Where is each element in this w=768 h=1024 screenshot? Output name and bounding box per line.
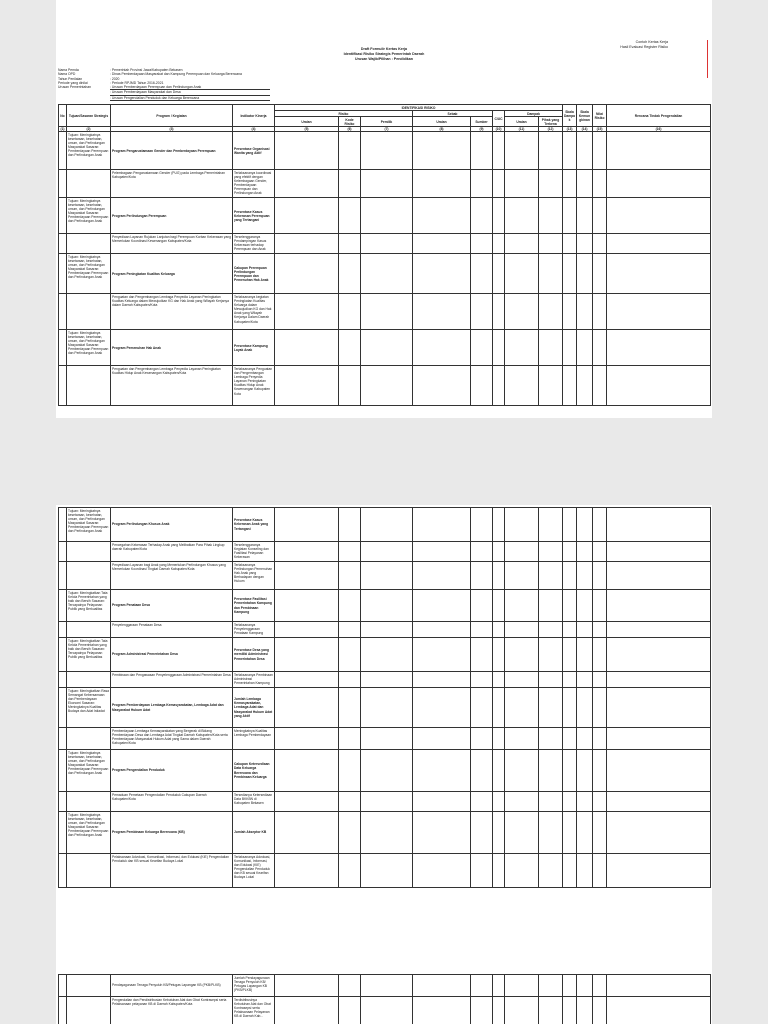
tujuan-cell: Tujuan: Meningkatnya kesetaraan, kesehatan, umum, dan Perlindungan Masyarakat Sasaran: Pemberdayaan Perempuan dan Perlindungan Anak (67, 750, 111, 792)
indikator-cell: Persentase Fasilitasi Pemerintahan Kampung dan Pembinaan Kampung (233, 590, 275, 622)
program-cell: Program Pemenuhan Hak Anak (111, 330, 233, 366)
tujuan-cell: Tujuan: Meningkatnya kesetaraan, kesehatan, umum, dan Perlindungan Masyarakat Sasaran: Pemberdayaan Perempuan dan Perlindungan Anak (67, 812, 111, 854)
indikator-cell: Persentase Kasus Kekerasan Anak yang Tertangani (233, 508, 275, 542)
kode-risiko-header: Kode Risiko (339, 117, 361, 127)
indikator-kegiatan-cell: Terdistribusinya Kebutuhan Alat dan Obat Kontrasepsi serta Pelaksanaan Pelayanan KB di Daerah Kab... (233, 997, 275, 1024)
table-row (59, 254, 711, 294)
pihak-header: Pihak yang Terkena (539, 117, 563, 127)
kegiatan-cell: Penguatan dan Pengembangan Lembaga Penyedia Layanan Peningkatan Kualitas Hidup Anak Kewenangan Kabupaten/Kota (111, 366, 233, 406)
table-row (59, 792, 711, 812)
tujuan-cell: Tujuan: Meningkatnya kesetaraan, kesehatan, umum, dan Perlindungan Masyarakat Sasaran: Pemberdayaan Perempuan dan Perlindungan Anak (67, 330, 111, 366)
dampak-header: Dampak (505, 111, 563, 117)
col-number: (2) (67, 127, 111, 132)
indikator-cell: Persentase Desa yang memiliki Administrasi Pemerintahan Desa (233, 638, 275, 672)
indikator-kegiatan-cell: Terselenggaranya Pendampingan Kasus Kekerasan terhadap Perempuan dan Anak (233, 234, 275, 254)
col-program-header: Program / Kegiatan (111, 105, 233, 127)
document-page-2 (56, 505, 712, 989)
table-row (59, 330, 711, 366)
sebab-header: Sebab (413, 111, 493, 117)
col-number: (14) (577, 127, 593, 132)
meta-key: Periode yang dinilai (58, 80, 88, 85)
table-row (59, 562, 711, 590)
table-row (59, 975, 711, 997)
indikator-kegiatan-cell: Terlaksananya Pembinaan Administrasi Pemerintahan Kampung (233, 672, 275, 688)
table-row (59, 812, 711, 854)
kegiatan-cell: Pelaksanaan Advokasi, Komunikasi, Informasi, dan Edukasi (KIE) Pengendalian Penduduk dan KB sesuai Kearifan Budaya Lokal (111, 854, 233, 888)
program-cell: Program Pengendalian Penduduk (111, 750, 233, 792)
title-line-2: Identifikasi Risiko Strategis Pemerintah Daerah (343, 51, 425, 56)
table-row (59, 590, 711, 622)
indikator-cell: Persentase Kasus Kekerasan Perempuan yang Tertangani (233, 198, 275, 234)
tujuan-cell: Tujuan: Meningkatkan Tata Kelola Pemerintahan yang baik dan Bersih Sasaran: Tercapainya Pelayanan Publik yang Berkualitas (67, 590, 111, 622)
col-number: (3) (111, 127, 233, 132)
meta-value: : Pemerintah Provinsi Jawa/Kabupaten Bekasen (110, 68, 183, 72)
program-cell: Program Pembinaan Keluarga Berencana (KB) (111, 812, 233, 854)
col-number: (12) (539, 127, 563, 132)
col-number: (15) (593, 127, 607, 132)
risk-table-page-2 (58, 507, 711, 888)
col-rencana-header: Rencana Tindak Pengendalian (607, 105, 711, 127)
meta-key: Nama OPD (58, 72, 76, 77)
kegiatan-cell: Pengendalian dan Pendistribusian Kebutuhan Alat dan Obat Kontrasepsi serta Pelaksanaan pelayanan KB di Daerah Kabupaten/Kota (111, 997, 233, 1024)
title-line-1: Draft Formulir Kertas Kerja (360, 47, 408, 51)
indikator-cell: Jumlah Akseptor KB (233, 812, 275, 854)
program-cell: Program Penataan Desa (111, 590, 233, 622)
meta-value: : Dinas Pemberdayaan Masyarakat dan Kampung Perempuan dan Keluarga Berencana (110, 72, 242, 77)
indikator-cell: Cakupan Ketersediaan Data Keluarga Berencana dan Pembinaan Keluarga (233, 750, 275, 792)
col-number: (7) (361, 127, 413, 132)
tujuan-cell: Tujuan: Meningkatkan Rasa Semangat Kebersamaan dan Pemberdayaan Ekonomi Sasaran: Meningkatnya Kualitas Budaya dan Adat Istiadat (67, 688, 111, 728)
meta-key: Nama Pemda (58, 68, 79, 72)
meta-key: Tahun Penilaian (58, 76, 83, 81)
tujuan-cell: Tujuan: Meningkatnya kesetaraan, kesehatan, umum, dan Perlindungan Masyarakat Sasaran: Pemberdayaan Perempuan dan Perlindungan Anak (67, 132, 111, 170)
kegiatan-cell: Pendayagunaan Tenaga Penyuluh KB/Petugas Lapangan KB (PKB/PLKB) (111, 975, 233, 997)
indikator-cell: Cakupan Perempuan Perlindungan Perempuan dan Pemenuhan Hak Anak (233, 254, 275, 294)
kegiatan-cell: Penyediaan Layanan Rujukan Lanjutan bagi Perempuan Korban Kekerasan yang Memerlukan Koordinasi Kewenangan Kabupaten/Kota (111, 234, 233, 254)
risk-table-page-3 (58, 974, 711, 1024)
indikator-cell: Jumlah Lembaga Kemasyarakatan, Lembaga Adat dan Masyarakat Hukum Adat yang Aktif (233, 688, 275, 728)
program-cell: Program Perlindungan Perempuan (111, 198, 233, 234)
kegiatan-cell: Penguatan dan Pengembangan Lembaga Penyedia Layanan Peningkatan Kualitas Keluarga dalam Mewujudkan KG dan Hak Anak yang Wilayah Kerjanya dalam Daerah Kabupaten/Kota (111, 294, 233, 330)
title-line-3: Urusan Wajib/Pilihan : Pendidikan (355, 56, 413, 61)
table-row (59, 170, 711, 198)
risiko-header: Risiko (275, 111, 413, 117)
kegiatan-cell: Pembinaan dan Pengawasan Penyelenggaraan Administrasi Pemerintahan Desa (111, 672, 233, 688)
col-number: (5) (275, 127, 339, 132)
tujuan-cell: Tujuan: Meningkatkan Tata Kelola Pemerintahan yang baik dan Bersih Sasaran: Tercapainya Pelayanan Publik yang Berkualitas (67, 638, 111, 672)
table-row (59, 508, 711, 542)
dampak-uraian-header: Uraian (505, 117, 539, 127)
col-number: (16) (607, 127, 711, 132)
col-number: (10) (493, 127, 505, 132)
indikator-kegiatan-cell: Terlaksananya kegiatan Peningkatan Kualitas Keluarga dalam Mewujudkan KG dan Hak Anak yang Wilayah Kerjanya Dalam Daerah Kabupaten/Kota (233, 294, 275, 330)
tujuan-cell: Tujuan: Meningkatnya kesetaraan, kesehatan, umum, dan Perlindungan Masyarakat Sasaran: Pemberdayaan Perempuan dan Perlindungan Anak (67, 254, 111, 294)
document-title (56, 47, 712, 61)
meta-value: : 2020 (110, 76, 120, 81)
document-page-1 (56, 0, 712, 418)
program-cell: Program Pemberdayaan Lembaga Kemasyarakatan, Lembaga Adat dan Masyarakat Hukum Adat (111, 688, 233, 728)
table-row (59, 366, 711, 406)
kegiatan-cell: Penyelenggaraan Penataan Desa (111, 622, 233, 638)
program-cell: Program Administrasi Pemerintahan Desa (111, 638, 233, 672)
meta-value: : Periode RPJMD Tahun 2016-2021 (110, 80, 164, 85)
col-number: (13) (563, 127, 577, 132)
indikator-kegiatan-cell: Meningkatnya Kualitas Lembaga Pemberdayaan (233, 728, 275, 750)
indikator-kegiatan-cell: Terlaksananya Penguatan dan Pengembangan Lembaga Penyedia Layanan Peningkatan Kualitas Hidup Anak Kewenangan Kabupaten Kota (233, 366, 275, 406)
program-cell: Program Peningkatan Kualitas Keluarga (111, 254, 233, 294)
col-number: (8) (413, 127, 471, 132)
table-row (59, 688, 711, 728)
identifikasi-risiko-header: IDENTIFIKASI RISIKO (275, 105, 563, 111)
meta-value: : Urusan Pengendalian Penduduk dan Keluarga Berencana (110, 96, 270, 101)
kegiatan-cell: Pemaduan Pemetaan Pengendalian Penduduk Cakupan Daerah Kabupaten/Kota (111, 792, 233, 812)
header-right-line-1: Contoh Kertas Kerja (635, 40, 668, 44)
col-number: (11) (505, 127, 539, 132)
table-row (59, 854, 711, 888)
indikator-kegiatan-cell: Tersedianya Ketersediaan Data BKKBN di Kabupaten Bekasen (233, 792, 275, 812)
risiko-uraian-header: Uraian (275, 117, 339, 127)
table-row (59, 294, 711, 330)
kegiatan-cell: Penyediaan Layanan bagi Anak yang Memerlukan Perlindungan Khusus yang Memerlukan Koordinasi Tingkat Daerah Kabupaten/Kota (111, 562, 233, 590)
table-row (59, 234, 711, 254)
table-row (59, 750, 711, 792)
kegiatan-cell: Pelembagaan Pengarustamaan Gender (PUG) pada Lembaga Pemerintahan Kabupaten/Kota (111, 170, 233, 198)
program-cell: Program Perlindungan Khusus Anak (111, 508, 233, 542)
table-row (59, 728, 711, 750)
table-row (59, 198, 711, 234)
document-meta (58, 68, 270, 101)
indikator-kegiatan-cell: Terlaksananya Penyelenggaraan Penataan Kampung (233, 622, 275, 638)
indikator-kegiatan-cell: Terselenggaranya Kegiatan Konseling dan Fasilitasi Pelayanan Kekerasan (233, 542, 275, 562)
indikator-cell: Persentase Organisasi Wanita yang Aktif (233, 132, 275, 170)
table-row (59, 622, 711, 638)
col-number: (6) (339, 127, 361, 132)
sumber-header: Sumber (471, 117, 493, 127)
col-nilai-risiko-header: Nilai Risiko (593, 105, 607, 127)
table-row (59, 638, 711, 672)
indikator-kegiatan-cell: Terlaksananya Advokasi, Komunikasi, Informasi, dan Edukasi (KIE) Pengendalian Penduduk dan KB sesuai Kearifan Budaya Lokal (233, 854, 275, 888)
kegiatan-cell: Pemberdayaan Lembaga Kemasyarakatan yang Bergerak di Bidang Pemberdayaan Desa dan Lembaga Adat Tingkat Daerah Kabupaten/Kota serta Pemberdayaan Masyarakat Hukum Adat yang Sama dalam Daerah Kabupaten/Kota (111, 728, 233, 750)
tujuan-cell: Tujuan: Meningkatnya kesetaraan, kesehatan, umum, dan Perlindungan Masyarakat Sasaran: Pemberdayaan Perempuan dan Perlindungan Anak (67, 198, 111, 234)
meta-value: : Urusan Pemberdayaan Masyarakat dan Desa (110, 90, 270, 95)
col-skala-dampak-header: Skala Dampak (563, 105, 577, 127)
meta-value: : Urusan Pemberdayaan Perempuan dan Perlindungan Anak (110, 85, 270, 90)
tujuan-cell: Tujuan: Meningkatnya kesetaraan, kesehatan, umum, dan Perlindungan Masyarakat Sasaran: Pemberdayaan Perempuan dan Perlindungan Anak (67, 508, 111, 542)
col-number: (9) (471, 127, 493, 132)
document-page-3 (56, 972, 712, 1024)
col-skala-kemungkinan-header: Skala Kemungkinan (577, 105, 593, 127)
header-right-line-2: Hasil Evaluasi Register Risiko (620, 45, 668, 49)
indikator-kegiatan-cell: Terlaksananya Perlindungan Pemenuhan Hak Anak yang Berhadapan dengan Hukum (233, 562, 275, 590)
meta-key: Urusan Pemerintahan (58, 85, 91, 90)
indikator-cell: Persentase Kampung Layak Anak (233, 330, 275, 366)
col-no-header: No (59, 105, 67, 127)
table-row (59, 997, 711, 1024)
indikator-kegiatan-cell: Jumlah Pendayagunaan Tenaga Penyuluh KB/ Petugas Lapangan KB (PKB/PLKB) (233, 975, 275, 997)
indikator-kegiatan-cell: Terlaksananya koordinasi yang efektif dengan Kelembagaan Gender, Pemberdayaan Perempuan dan Perlindungan Anak (233, 170, 275, 198)
program-cell: Program Pengarustamaan Gender dan Pemberdayaan Perempuan (111, 132, 233, 170)
kegiatan-cell: Pencegahan Kekerasan Terhadap Anak yang Melibatkan Para Pihak Lingkup daerah Kabupaten/Kota (111, 542, 233, 562)
col-number: (1) (60, 127, 65, 132)
sebab-uraian-header: Uraian (413, 117, 471, 127)
meta-key (58, 96, 110, 101)
risk-table-page-1 (58, 104, 711, 406)
table-row (59, 132, 711, 170)
table-row (59, 672, 711, 688)
col-tujuan-header: Tujuan/Sasaran Strategis (67, 105, 111, 127)
col-number: (4) (233, 127, 275, 132)
pemilik-header: Pemilik (361, 117, 413, 127)
cuc-header: C/UC (493, 111, 505, 127)
table-row (59, 542, 711, 562)
col-indikator-header: Indikator Kinerja (233, 105, 275, 127)
